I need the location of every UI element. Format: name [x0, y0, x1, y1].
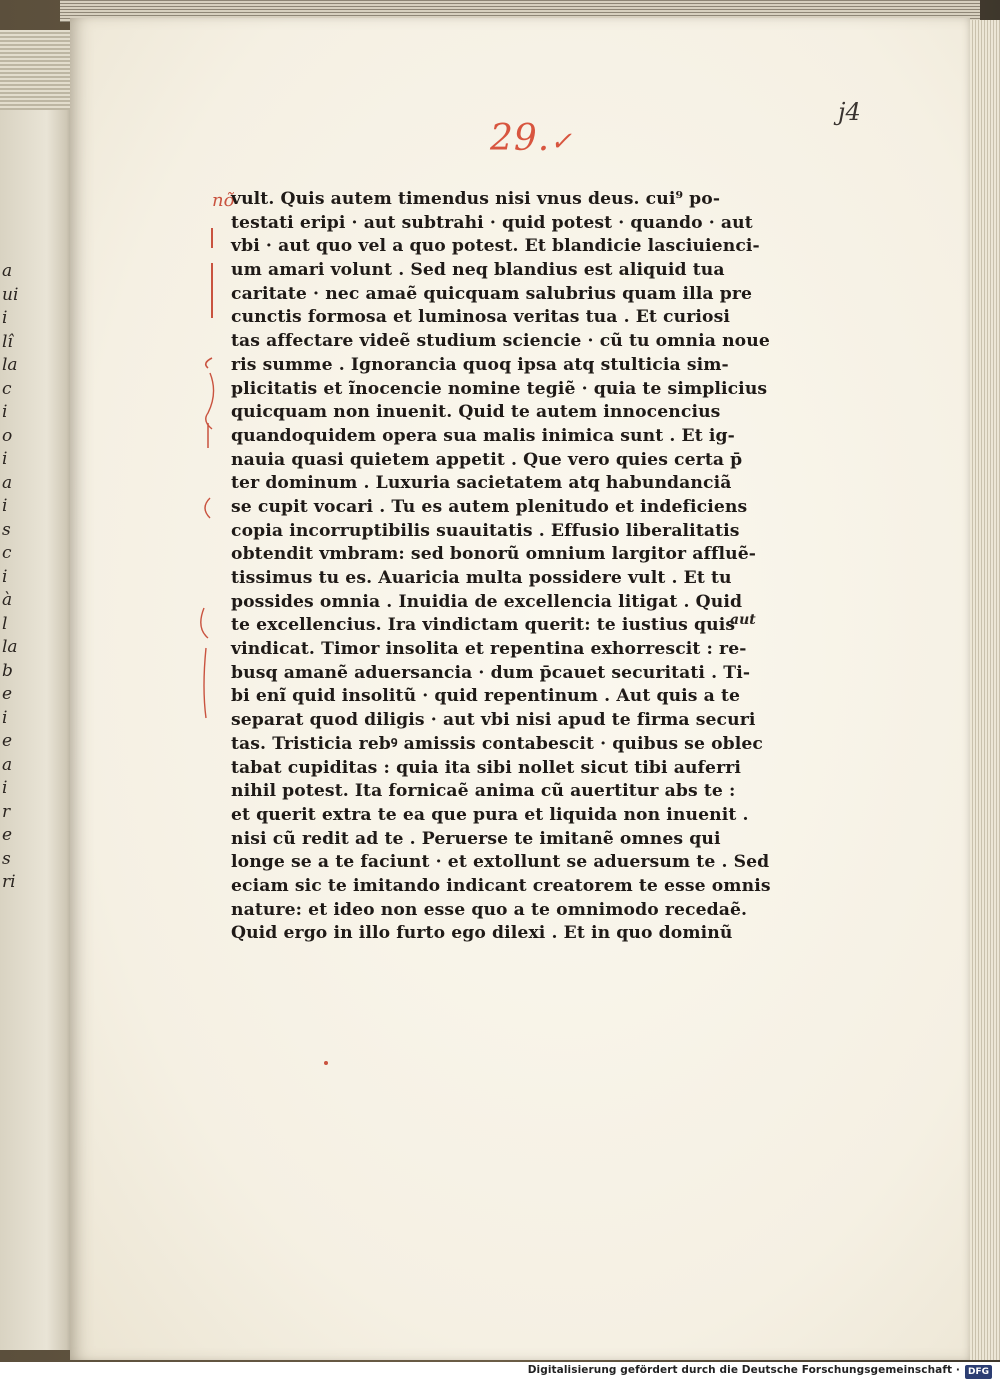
quire-mark-number: 29.: [490, 118, 551, 159]
left-page-letter: a: [2, 472, 13, 493]
text-line: nisi cũ redit ad te . Peruerse te imitanẽ omnes qui: [231, 828, 721, 849]
left-page-letter: l: [2, 613, 8, 634]
left-page-letter: e: [2, 731, 13, 751]
left-page: [0, 30, 78, 1350]
text-line: longe se a te faciunt · et extollunt se aduersum te . Sed: [231, 852, 770, 873]
left-page-line-endings: [2, 260, 19, 895]
left-page-letter: i: [2, 778, 8, 798]
text-line: caritate · nec amaẽ quicquam salubrius quam illa pre: [231, 283, 753, 304]
left-page-letter: o: [2, 425, 13, 446]
left-page-letter: s: [2, 519, 11, 540]
text-line: Quid ergo in illo furto ego dilexi . Et in quo dominũ: [231, 923, 733, 944]
text-line: cunctis formosa et luminosa veritas tua . Et curiosi: [231, 307, 730, 328]
left-page-letter: r: [2, 801, 11, 822]
folio-number: j4: [838, 98, 861, 126]
left-page-letter: s: [2, 848, 11, 869]
marginal-note: aut: [730, 612, 756, 628]
text-line: ris summe . Ignorancia quoq ipsa atq stulticia sim-: [231, 354, 729, 375]
text-line: nauia quasi quietem appetit . Que vero quies certa p̄: [231, 449, 743, 470]
right-page: [70, 18, 970, 1360]
text-line: testati eripi · aut subtrahi · quid potest · quando · aut: [231, 212, 753, 233]
left-page-letter: b: [2, 660, 13, 681]
text-line: tabat cupiditas : quia ita sibi nollet sicut tibi auferri: [231, 757, 742, 778]
left-page-letter: à: [2, 590, 13, 610]
margin-rubric-strokes: [182, 208, 222, 728]
text-line: quicquam non inuenit. Quid te autem innocencius: [231, 402, 721, 423]
text-line: separat quod diligis · aut vbi nisi apud te firma securi: [231, 710, 756, 731]
text-line: obtendit vmbram: sed bonorũ omnium largitor affluẽ-: [231, 544, 756, 565]
text-line: bi enĩ quid insolitũ · quid repentinum . Aut quis a te: [231, 686, 741, 707]
left-page-letter: i: [2, 449, 8, 469]
red-dot-mark: [324, 1061, 328, 1065]
left-page-letter: e: [2, 825, 13, 845]
left-page-letter: ri: [2, 872, 16, 892]
left-page-letter: lî: [2, 331, 13, 352]
left-page-letter: i: [2, 566, 8, 587]
left-page-letter: ui: [2, 284, 19, 305]
left-page-letter: a: [2, 754, 13, 775]
text-line: tissimus tu es. Auaricia multa possidere vult . Et tu: [231, 568, 732, 588]
text-line: plicitatis et ĩnocencie nomine tegiẽ · quia te simplicius: [231, 378, 768, 399]
left-page-letter: i: [2, 707, 8, 728]
text-line: nature: et ideo non esse quo a te omnimodo recedaẽ.: [231, 899, 748, 920]
left-page-letter: e: [2, 684, 13, 704]
left-page-letter: i: [2, 402, 8, 422]
left-page-letter: a: [2, 261, 13, 281]
quire-mark-tick: ✓: [550, 127, 574, 157]
text-line: quandoquidem opera sua malis inimica sunt . Et ig-: [231, 425, 735, 446]
text-line: tas affectare videẽ studium sciencie · cũ tu omnia noue: [231, 331, 770, 352]
left-page-letter: i: [2, 308, 8, 328]
left-page-letter: c: [2, 543, 12, 563]
digitization-credit: Digitalisierung gefördert durch die Deutsche Forschungsgemeinschaft ·: [527, 1364, 960, 1376]
left-page-letter: la: [2, 637, 18, 657]
main-text-block: [231, 188, 851, 946]
text-line: copia incorruptibilis suauitatis . Effusio liberalitatis: [231, 520, 740, 541]
text-line: se cupit vocari . Tu es autem plenitudo et indeficiens: [231, 496, 748, 517]
text-line: possides omnia . Inuidia de excellencia litigat . Quid: [231, 591, 743, 612]
text-line: ter dominum . Luxuria sacietatem atq habundanciã: [231, 473, 732, 494]
left-page-stack: [0, 30, 78, 110]
left-page-letter: c: [2, 378, 12, 399]
text-line: vbi · aut quo vel a quo potest. Et blandicie lasciuienci-: [231, 236, 760, 257]
text-line: busq amanẽ aduersancia · dum p̄cauet securitati . Ti-: [231, 662, 751, 683]
text-line: vult. Quis autem timendus nisi vnus deus. cui⁹ po-: [231, 189, 721, 209]
text-line: te excellencius. Ira vindictam querit: te iustius quis: [231, 615, 736, 636]
text-line: eciam sic te imitando indicant creatorem te esse omnis: [231, 875, 771, 896]
text-line: nihil potest. Ita fornicaẽ anima cũ auertitur abs te :: [231, 781, 736, 802]
text-line: vindicat. Timor insolita et repentina exhorrescit : re-: [231, 639, 747, 660]
left-page-letter: la: [2, 355, 18, 375]
text-line: et querit extra te ea que pura et liquida non inuenit .: [231, 804, 749, 825]
dfg-logo: DFG: [965, 1365, 992, 1379]
rubric-note: nõ: [212, 190, 235, 211]
text-line: um amari volunt . Sed neq blandius est aliquid tua: [231, 260, 725, 281]
left-page-letter: i: [2, 496, 8, 516]
quire-mark: [490, 118, 573, 159]
text-line: tas. Tristicia rebꝰ amissis contabescit · quibus se oblec: [231, 733, 763, 754]
